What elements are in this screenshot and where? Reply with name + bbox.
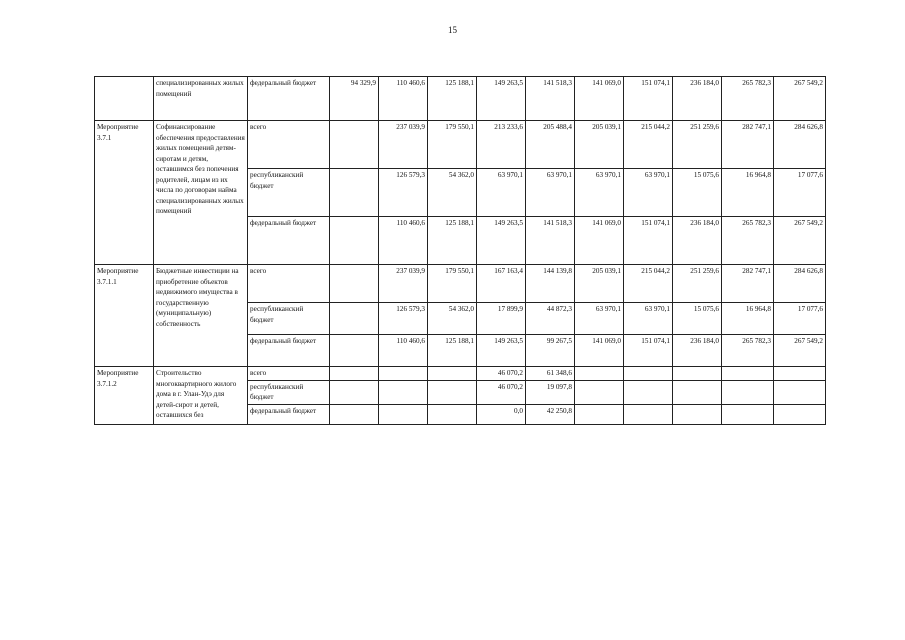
amount-cell: 149 263,5 [477, 217, 526, 265]
amount-cell: 17 077,6 [774, 303, 826, 335]
amount-cell: 144 139,8 [526, 265, 575, 303]
amount-cell [575, 404, 624, 424]
amount-cell: 19 097,8 [526, 380, 575, 404]
amount-cell [774, 404, 826, 424]
amount-cell: 94 329,9 [330, 77, 379, 121]
amount-cell: 125 188,1 [428, 335, 477, 367]
amount-cell: 265 782,3 [722, 217, 774, 265]
amount-cell: 167 163,4 [477, 265, 526, 303]
table-row [95, 77, 826, 121]
amount-cell: 17 077,6 [774, 169, 826, 217]
amount-cell: 237 039,9 [379, 121, 428, 169]
amount-cell: 16 964,8 [722, 169, 774, 217]
page-number: 15 [448, 25, 457, 35]
amount-cell [428, 404, 477, 424]
amount-cell: 17 899,9 [477, 303, 526, 335]
amount-cell [379, 380, 428, 404]
amount-cell: 267 549,2 [774, 335, 826, 367]
amount-cell: 179 550,1 [428, 265, 477, 303]
amount-cell: 0,0 [477, 404, 526, 424]
amount-cell: 54 362,0 [428, 303, 477, 335]
activity-description-cell: Софинансирование обеспечения предоставления жилых помещений детям-сиротам и детям, оставшимся без попечения родителей, лицам из их числа по договорам найма специализированных жилых помещений [154, 121, 248, 265]
amount-cell [428, 380, 477, 404]
amount-cell: 125 188,1 [428, 217, 477, 265]
amount-cell: 236 184,0 [673, 335, 722, 367]
amount-cell: 213 233,6 [477, 121, 526, 169]
table-row [95, 265, 826, 303]
funding-source-cell: республиканский бюджет [248, 380, 330, 404]
amount-cell [624, 404, 673, 424]
amount-cell: 284 626,8 [774, 265, 826, 303]
amount-cell: 110 460,6 [379, 77, 428, 121]
amount-cell: 42 250,8 [526, 404, 575, 424]
amount-cell: 215 044,2 [624, 265, 673, 303]
amount-cell: 141 518,3 [526, 217, 575, 265]
amount-cell [379, 404, 428, 424]
amount-cell: 205 039,1 [575, 265, 624, 303]
activity-name-cell: Мероприятие 3.7.1 [95, 121, 154, 265]
amount-cell [330, 169, 379, 217]
amount-cell [330, 303, 379, 335]
funding-source-cell: республиканский бюджет [248, 169, 330, 217]
amount-cell: 61 348,6 [526, 367, 575, 381]
amount-cell: 141 518,3 [526, 77, 575, 121]
funding-source-cell: всего [248, 367, 330, 381]
activity-name-cell: Мероприятие 3.7.1.1 [95, 265, 154, 367]
funding-source-cell: всего [248, 265, 330, 303]
amount-cell [722, 367, 774, 381]
amount-cell: 267 549,2 [774, 217, 826, 265]
amount-cell: 15 075,6 [673, 169, 722, 217]
amount-cell: 282 747,1 [722, 265, 774, 303]
amount-cell: 215 044,2 [624, 121, 673, 169]
amount-cell: 110 460,6 [379, 335, 428, 367]
amount-cell: 63 970,1 [575, 303, 624, 335]
amount-cell: 251 259,6 [673, 265, 722, 303]
amount-cell [575, 367, 624, 381]
amount-cell: 265 782,3 [722, 77, 774, 121]
amount-cell: 149 263,5 [477, 77, 526, 121]
funding-source-cell: федеральный бюджет [248, 404, 330, 424]
amount-cell [673, 404, 722, 424]
amount-cell [624, 367, 673, 381]
amount-cell [428, 367, 477, 381]
amount-cell: 151 074,1 [624, 77, 673, 121]
amount-cell: 110 460,6 [379, 217, 428, 265]
activity-description-cell: Строительство многоквартирного жилого дома в г. Улан-Удэ для детей-сирот и детей, оставшихся без [154, 367, 248, 425]
amount-cell [673, 380, 722, 404]
amount-cell: 141 069,0 [575, 335, 624, 367]
amount-cell: 151 074,1 [624, 335, 673, 367]
table-row [95, 121, 826, 169]
amount-cell: 205 039,1 [575, 121, 624, 169]
amount-cell: 15 075,6 [673, 303, 722, 335]
amount-cell [575, 380, 624, 404]
amount-cell: 236 184,0 [673, 217, 722, 265]
amount-cell [330, 380, 379, 404]
amount-cell: 141 069,0 [575, 217, 624, 265]
amount-cell [330, 404, 379, 424]
amount-cell [330, 121, 379, 169]
activity-name-cell: Мероприятие 3.7.1.2 [95, 367, 154, 425]
amount-cell [722, 380, 774, 404]
activity-description-cell: специализированных жилых помещений [154, 77, 248, 121]
funding-source-cell: федеральный бюджет [248, 217, 330, 265]
amount-cell: 284 626,8 [774, 121, 826, 169]
funding-source-cell: федеральный бюджет [248, 335, 330, 367]
amount-cell: 179 550,1 [428, 121, 477, 169]
amount-cell [722, 404, 774, 424]
amount-cell: 151 074,1 [624, 217, 673, 265]
amount-cell: 63 970,1 [526, 169, 575, 217]
funding-source-cell: федеральный бюджет [248, 77, 330, 121]
amount-cell: 44 872,3 [526, 303, 575, 335]
amount-cell [624, 380, 673, 404]
amount-cell: 205 488,4 [526, 121, 575, 169]
amount-cell [774, 380, 826, 404]
funding-source-cell: республиканский бюджет [248, 303, 330, 335]
amount-cell: 267 549,2 [774, 77, 826, 121]
amount-cell: 126 579,3 [379, 303, 428, 335]
table-row [95, 367, 826, 381]
amount-cell: 63 970,1 [477, 169, 526, 217]
amount-cell: 63 970,1 [624, 303, 673, 335]
amount-cell: 126 579,3 [379, 169, 428, 217]
activity-name-cell [95, 77, 154, 121]
amount-cell: 141 069,0 [575, 77, 624, 121]
funding-source-cell: всего [248, 121, 330, 169]
amount-cell: 149 263,5 [477, 335, 526, 367]
amount-cell: 125 188,1 [428, 77, 477, 121]
amount-cell [330, 335, 379, 367]
amount-cell: 282 747,1 [722, 121, 774, 169]
amount-cell [774, 367, 826, 381]
amount-cell [330, 265, 379, 303]
amount-cell [673, 367, 722, 381]
amount-cell: 63 970,1 [624, 169, 673, 217]
amount-cell [330, 217, 379, 265]
amount-cell: 46 070,2 [477, 380, 526, 404]
amount-cell: 63 970,1 [575, 169, 624, 217]
activity-description-cell: Бюджетные инвестиции на приобретение объектов недвижимого имущества в государственную (муниципальную) собственность [154, 265, 248, 367]
amount-cell: 54 362,0 [428, 169, 477, 217]
amount-cell: 236 184,0 [673, 77, 722, 121]
amount-cell [330, 367, 379, 381]
amount-cell: 46 070,2 [477, 367, 526, 381]
amount-cell: 99 267,5 [526, 335, 575, 367]
amount-cell: 251 259,6 [673, 121, 722, 169]
amount-cell: 265 782,3 [722, 335, 774, 367]
amount-cell: 237 039,9 [379, 265, 428, 303]
budget-table [94, 76, 826, 425]
amount-cell: 16 964,8 [722, 303, 774, 335]
amount-cell [379, 367, 428, 381]
